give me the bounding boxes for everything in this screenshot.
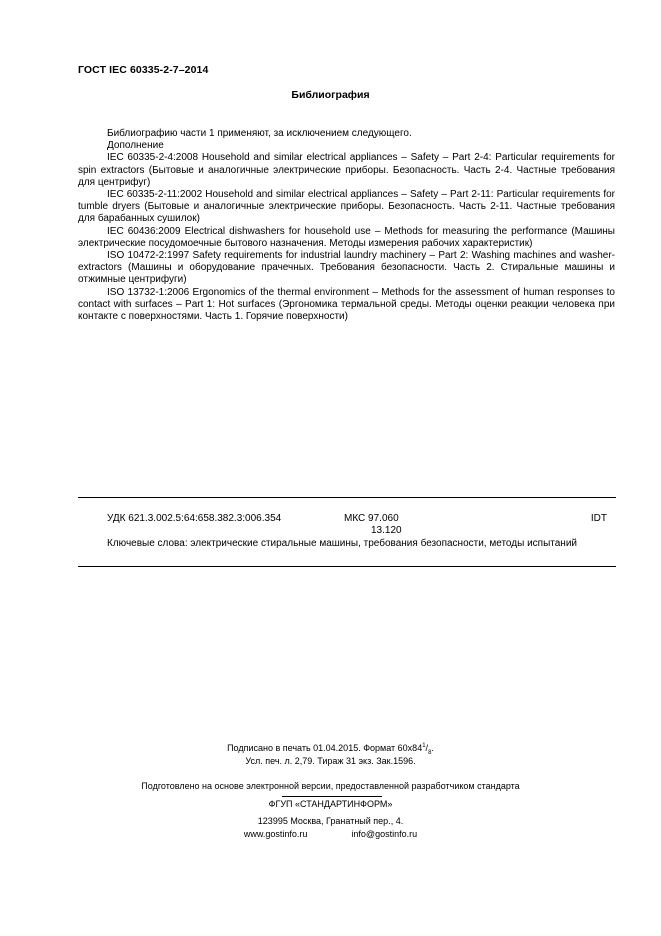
mks-code: МКС 97.060 — [344, 513, 399, 524]
email-link[interactable]: info@gostinfo.ru — [351, 829, 418, 839]
imprint-signed-text: Подписано в печать 01.04.2015. Формат 60х84 — [227, 743, 423, 753]
udk-code: УДК 621.3.002.5:64:658.382.3:006.354 — [107, 513, 282, 524]
imprint-signed — [0, 742, 661, 754]
divider-bottom — [78, 566, 616, 567]
format-subscript: 8 — [428, 749, 432, 756]
publisher-address: 123995 Москва, Гранатный пер., 4. — [257, 816, 404, 826]
publisher-contacts — [0, 828, 661, 840]
imprint-prepared: Подготовлено на основе электронной версии, предоставленной разработчиком стандарта — [141, 781, 520, 791]
mks-code-secondary: 13.120 — [371, 525, 402, 536]
fraction-slash: / — [425, 743, 429, 753]
bibliography-intro: Библиографию части 1 применяют, за исключением следующего. — [107, 128, 412, 139]
imprint-print-info: Усл. печ. л. 2,79. Тираж 31 экз. Зак.1596. — [245, 756, 416, 766]
imprint-divider — [282, 796, 382, 797]
bibliography-entry: ISO 10472-2:1997 Safety requirements for industrial laundry machinery – Part 2: Washing machines and washer-extractors (Машины и оборудование прачечных. Требования безопасности. Часть 2. Стиральные машины и отжимные центрифуги) — [78, 250, 615, 286]
imprint-signed-suffix: . — [431, 743, 434, 753]
bibliography-body — [78, 128, 615, 323]
bibliography-addition-label: Дополнение — [107, 140, 164, 152]
standard-code: ГОСТ IEC 60335-2-7–2014 — [78, 64, 209, 76]
bibliography-title: Библиография — [291, 89, 370, 101]
bibliography-entry: ISO 13732-1:2006 Ergonomics of the thermal environment – Methods for the assessment of human responses to contact with surfaces – Part 1: Hot surfaces (Эргономика термальной среды. Методы оценки реакции человека при контакте с поверхностями. Часть 1. Горячие поверхности) — [78, 286, 615, 323]
format-superscript: 1 — [422, 743, 426, 749]
publisher-name: ФГУП «СТАНДАРТИНФОРМ» — [268, 799, 393, 809]
bibliography-entry: IEC 60335-2-4:2008 Household and similar electrical appliances – Safety – Part 2-4: Particular requirements for spin extractors (Бытовые и аналогичные электрические приборы. Безопасность. Часть 2-4. Частные требования для центрифуг) — [78, 152, 615, 188]
divider-top — [78, 497, 616, 498]
bibliography-entry: IEC 60335-2-11:2002 Household and similar electrical appliances – Safety – Part 2-11: Particular requirements for tumble dryers (Бытовые и аналогичные электрические приборы. Безопасность. Часть 2-11. Частные требования для барабанных сушилок) — [78, 189, 615, 225]
idt-label: IDT — [590, 513, 607, 524]
website-link[interactable]: www.gostinfo.ru — [243, 829, 308, 839]
bibliography-entry: IEC 60436:2009 Electrical dishwashers for household use – Methods for measuring the performance (Машины электрические посудомоечные бытового назначения. Методы измерения рабочих характеристик) — [78, 225, 615, 249]
keywords: Ключевые слова: электрические стиральные машины, требования безопасности, методы испытаний — [107, 538, 577, 549]
